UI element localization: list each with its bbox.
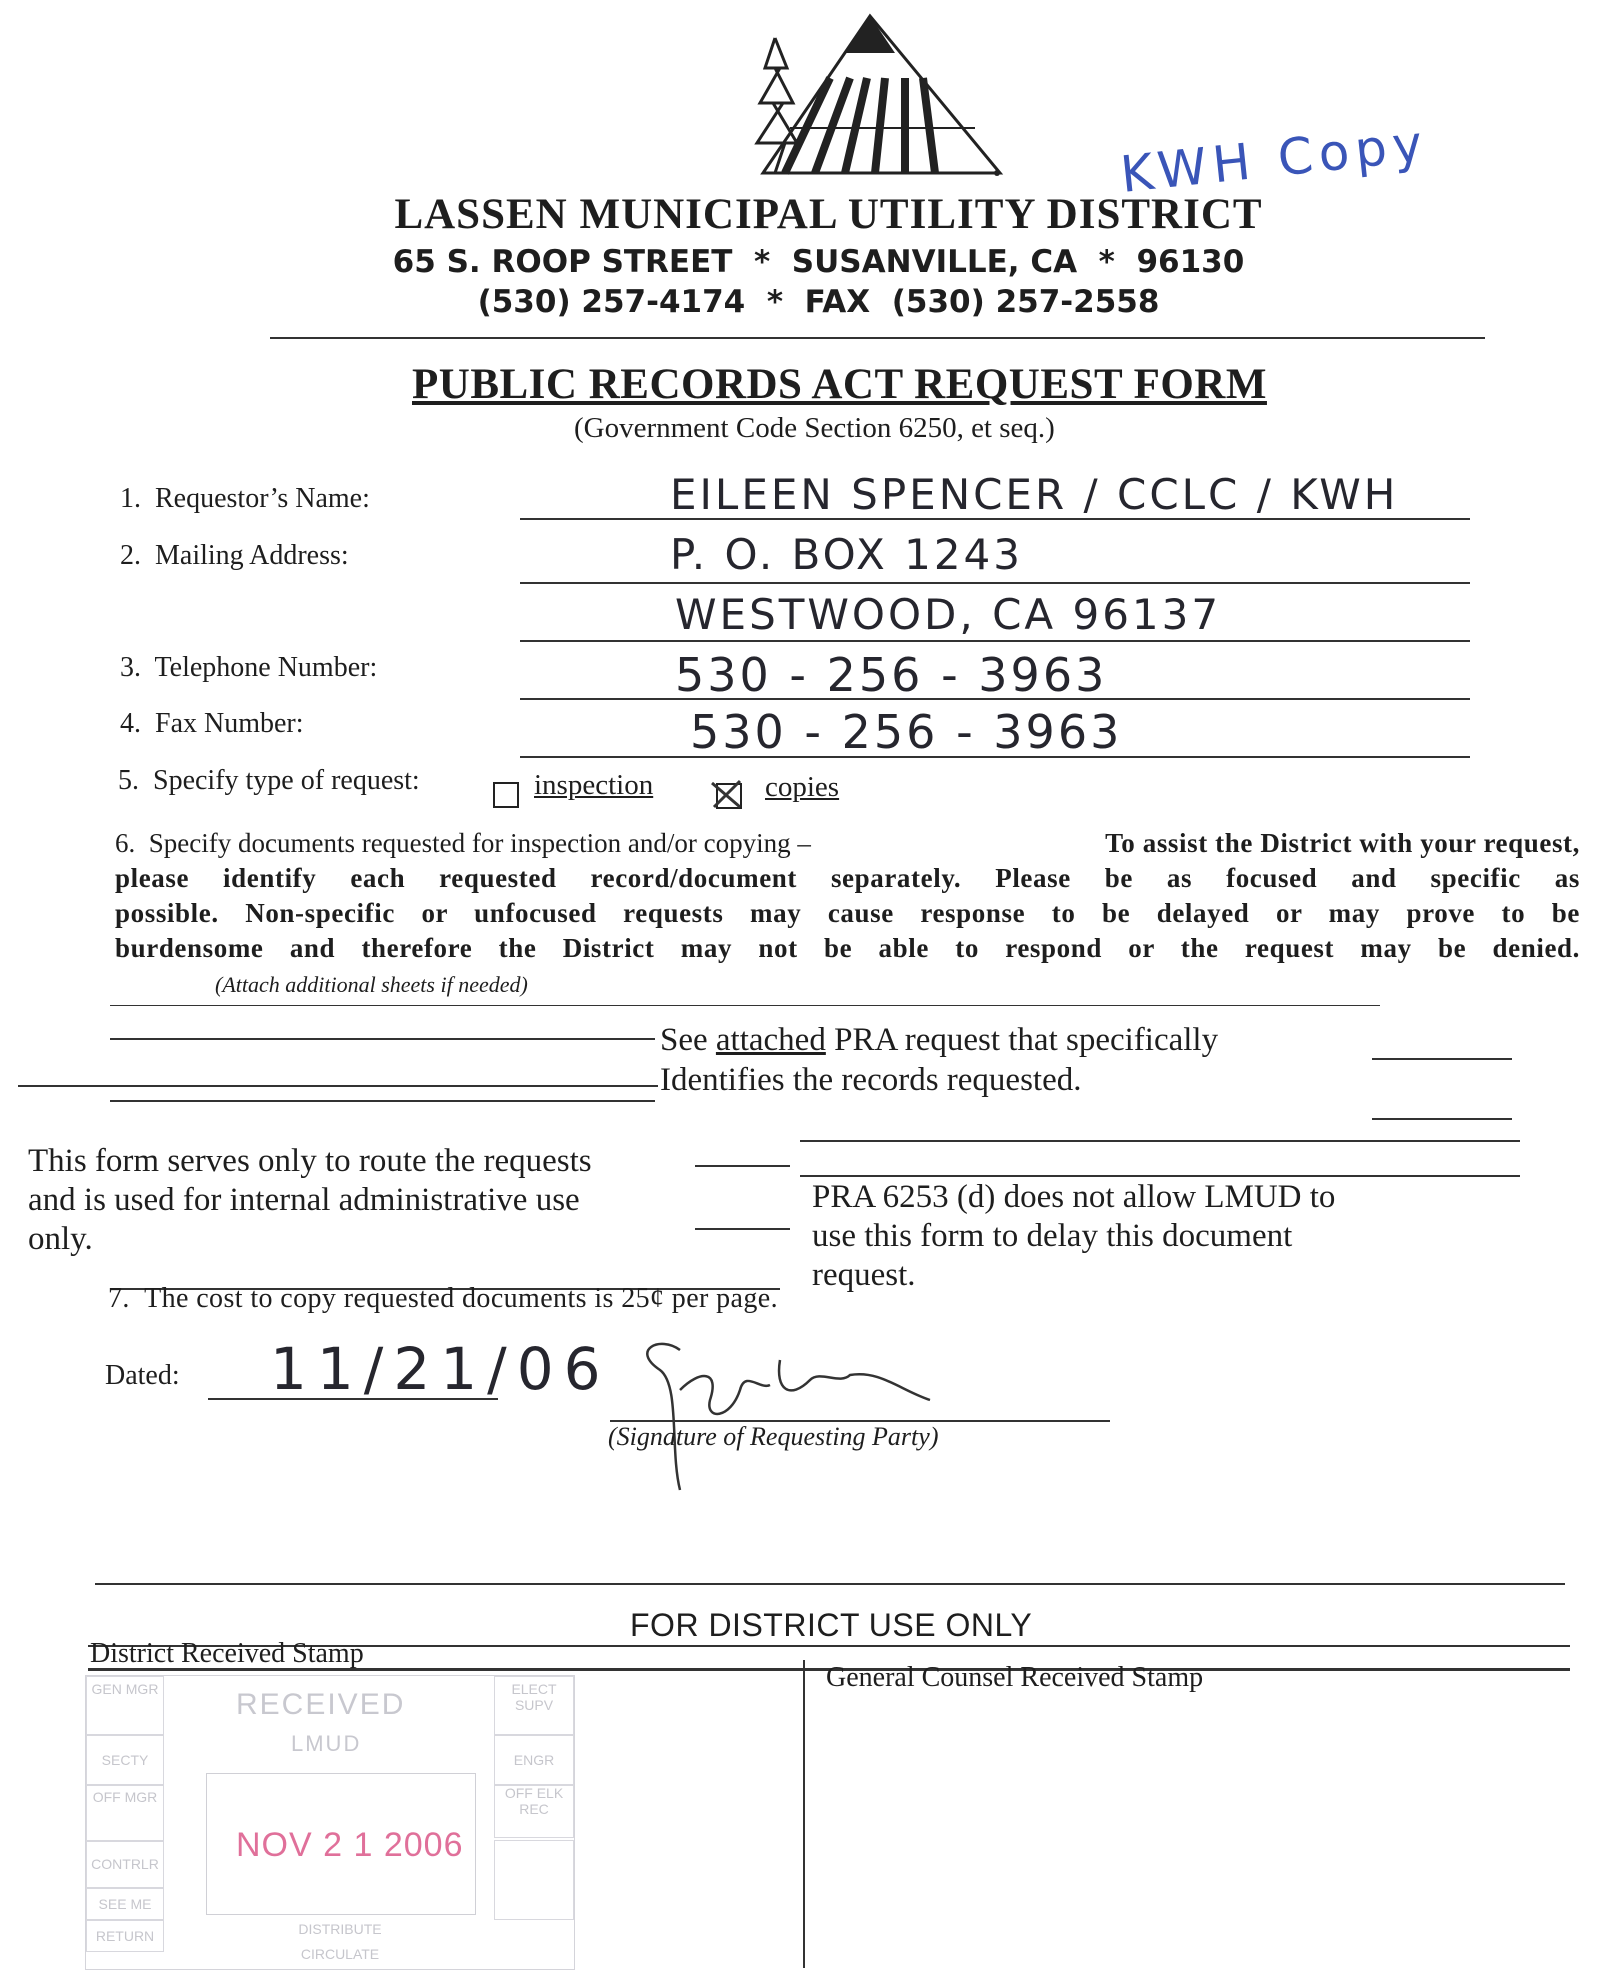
item6-bold-2: please identify each requested record/document separately. Please be as focused and specific as bbox=[115, 863, 1580, 893]
field-value-phone: 530 - 256 - 3963 bbox=[675, 648, 1108, 702]
stamp-cell: SECTY bbox=[86, 1734, 164, 1786]
stamp-cell: SEE ME bbox=[86, 1888, 164, 1920]
field-label-name: 1. Requestor’s Name: bbox=[120, 483, 370, 514]
stamp-cell: CIRCULATE bbox=[300, 1946, 380, 1962]
signature bbox=[600, 1330, 1000, 1500]
blank-line-2 bbox=[110, 1038, 655, 1040]
blank-line-5 bbox=[110, 1100, 655, 1102]
district-logo bbox=[745, 8, 1015, 178]
item6-bold-1: To assist the District with your request, bbox=[1105, 828, 1580, 858]
district-top-line bbox=[95, 1583, 1565, 1585]
org-address: 65 S. ROOP STREET * SUSANVILLE, CA * 96130 bbox=[392, 244, 1245, 280]
blank-line-6 bbox=[1372, 1118, 1512, 1120]
item6-intro: 6. Specify documents requested for inspection and/or copying – bbox=[115, 828, 811, 858]
dated-label: Dated: bbox=[105, 1360, 180, 1391]
form-subtitle: (Government Code Section 6250, et seq.) bbox=[574, 412, 1055, 444]
stamp-org: LMUD bbox=[291, 1731, 362, 1756]
signature-caption: (Signature of Requesting Party) bbox=[608, 1422, 939, 1451]
stamp-cell: ENGR bbox=[494, 1734, 574, 1786]
request-type-label: 5. Specify type of request: bbox=[118, 765, 420, 796]
attached-note-c: PRA request that specifically bbox=[825, 1022, 1219, 1058]
field-value-address-2: WESTWOOD, CA 96137 bbox=[675, 590, 1222, 639]
district-stamp-label: District Received Stamp bbox=[90, 1638, 364, 1669]
form-title: PUBLIC RECORDS ACT REQUEST FORM bbox=[412, 361, 1267, 408]
district-column-divider bbox=[803, 1660, 805, 1968]
field-value-name: EILEEN SPENCER / CCLC / KWH bbox=[670, 470, 1399, 519]
org-name: LASSEN MUNICIPAL UTILITY DISTRICT bbox=[394, 191, 1263, 238]
dated-line bbox=[208, 1398, 498, 1400]
blank-line-10 bbox=[695, 1228, 790, 1230]
checkbox-x-icon bbox=[710, 779, 744, 809]
routing-note: This form serves only to route the requests and is used for internal administrative use only. bbox=[28, 1143, 592, 1257]
blank-line-8 bbox=[800, 1175, 1520, 1177]
copies-checkbox[interactable] bbox=[716, 783, 742, 809]
item6-block bbox=[115, 825, 1580, 966]
cost-line: 7. The cost to copy requested documents is 25¢ per page. bbox=[108, 1283, 779, 1314]
blank-line-9 bbox=[695, 1165, 790, 1167]
stamp-cell: OFF MGR bbox=[86, 1784, 164, 1842]
field-line-name bbox=[520, 518, 1470, 520]
field-line-phone bbox=[520, 698, 1470, 700]
dated-value: 11/21/06 bbox=[270, 1335, 611, 1403]
field-line-address-1 bbox=[520, 582, 1470, 584]
attached-note-a: See bbox=[660, 1022, 716, 1058]
blank-line-4 bbox=[18, 1085, 658, 1087]
blank-line-3 bbox=[1372, 1058, 1512, 1060]
stamp-cell: CONTRLR bbox=[86, 1840, 164, 1888]
stamp-cell: RETURN bbox=[86, 1920, 164, 1952]
copies-label: copies bbox=[765, 771, 840, 803]
district-use-heading: FOR DISTRICT USE ONLY bbox=[630, 1607, 1033, 1643]
attached-note-line2: Identifies the records requested. bbox=[660, 1062, 1082, 1098]
stamp-cell: GEN MGR bbox=[86, 1676, 164, 1736]
field-line-fax bbox=[520, 756, 1470, 758]
item6-bold-4: burdensome and therefore the District may not be able to respond or the request may be denied. bbox=[115, 933, 1580, 963]
received-stamp bbox=[85, 1675, 575, 1970]
blank-line-1 bbox=[110, 1005, 1380, 1006]
attach-note: (Attach additional sheets if needed) bbox=[215, 972, 528, 997]
blank-line-7 bbox=[800, 1140, 1520, 1142]
attached-request-note bbox=[660, 1020, 1218, 1100]
attached-note-b: attached bbox=[715, 1022, 826, 1058]
field-value-fax: 530 - 256 - 3963 bbox=[690, 705, 1123, 759]
inspection-checkbox[interactable] bbox=[493, 782, 519, 808]
field-label-fax: 4. Fax Number: bbox=[120, 708, 304, 739]
item6-bold-3: possible. Non-specific or unfocused requests may cause response to be delayed or may prove to be bbox=[115, 898, 1580, 928]
handwritten-copy-note: KWH Copy bbox=[1117, 114, 1431, 204]
stamp-cell: ELECT SUPV bbox=[494, 1676, 574, 1736]
field-value-address-1: P. O. BOX 1243 bbox=[670, 530, 1024, 579]
stamp-title: RECEIVED bbox=[236, 1688, 406, 1721]
pra-6253-note: PRA 6253 (d) does not allow LMUD to use this form to delay this document request. bbox=[812, 1179, 1336, 1293]
header-divider bbox=[270, 337, 1485, 339]
stamp-date: NOV 2 1 2006 bbox=[236, 1826, 464, 1864]
counsel-stamp-label: General Counsel Received Stamp bbox=[826, 1662, 1204, 1693]
stamp-cell: OFF ELK REC bbox=[494, 1784, 574, 1838]
inspection-label: inspection bbox=[534, 769, 654, 801]
field-label-phone: 3. Telephone Number: bbox=[120, 652, 378, 683]
org-phone: (530) 257-4174 * FAX (530) 257-2558 bbox=[477, 284, 1160, 320]
stamp-cell bbox=[494, 1840, 574, 1920]
field-line-address-2 bbox=[520, 640, 1470, 642]
stamp-cell: DISTRIBUTE bbox=[298, 1921, 382, 1937]
field-label-address: 2. Mailing Address: bbox=[120, 540, 349, 571]
